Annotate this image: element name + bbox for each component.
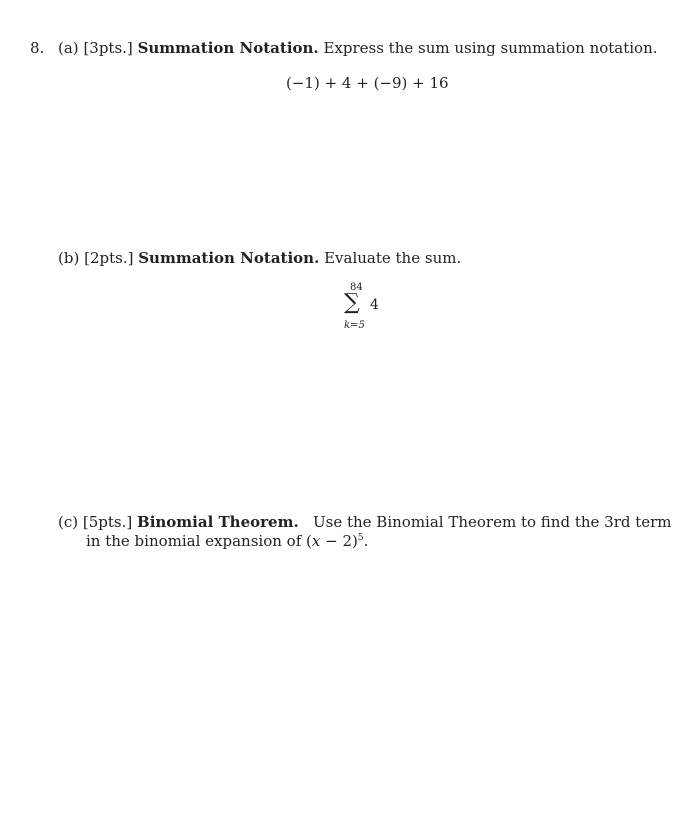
part-c-points: [5pts.] [82,513,133,531]
part-a-expression [286,74,449,92]
sum-lower-limit: k=5 [344,320,365,331]
part-b-points: [2pts.] [84,249,134,267]
part-c-topic: Binomial Theorem. [137,513,299,531]
sum-upper-limit: 84 [350,282,363,293]
part-b-instruction: Evaluate the sum. [324,249,462,267]
part-a-points: [3pts.] [83,39,133,57]
part-c-label: (c) [58,513,79,531]
part-b-label: (b) [58,249,80,267]
part-a-instruction: Express the sum using summation notation. [323,39,658,57]
part-c-instruction-prefix: in the binomial expansion of ( [86,532,312,550]
part-b-prompt [58,249,461,267]
part-a-expression-text: (−1) + 4 + (−9) + 16 [286,74,449,92]
part-c-exponent: 5 [357,533,364,543]
part-c-instruction-mid: − 2) [320,532,358,550]
part-c-prompt-continued [86,532,368,550]
part-c-instruction-suffix: . [363,532,369,550]
part-a-topic: Summation Notation. [137,39,319,57]
summation-expression [338,280,388,340]
sum-summand: 4 [370,297,379,313]
part-b-topic: Summation Notation. [138,249,320,267]
part-a-prompt [58,39,658,57]
part-c-variable: x [311,532,321,550]
question-number-text: 8. [30,39,45,57]
sigma-icon: ∑ [344,290,360,315]
question-number [30,39,44,57]
part-a-label: (a) [58,39,79,57]
part-c-prompt [58,513,672,531]
part-c-instruction-line1: Use the Binomial Theorem to find the 3rd term [312,513,672,531]
